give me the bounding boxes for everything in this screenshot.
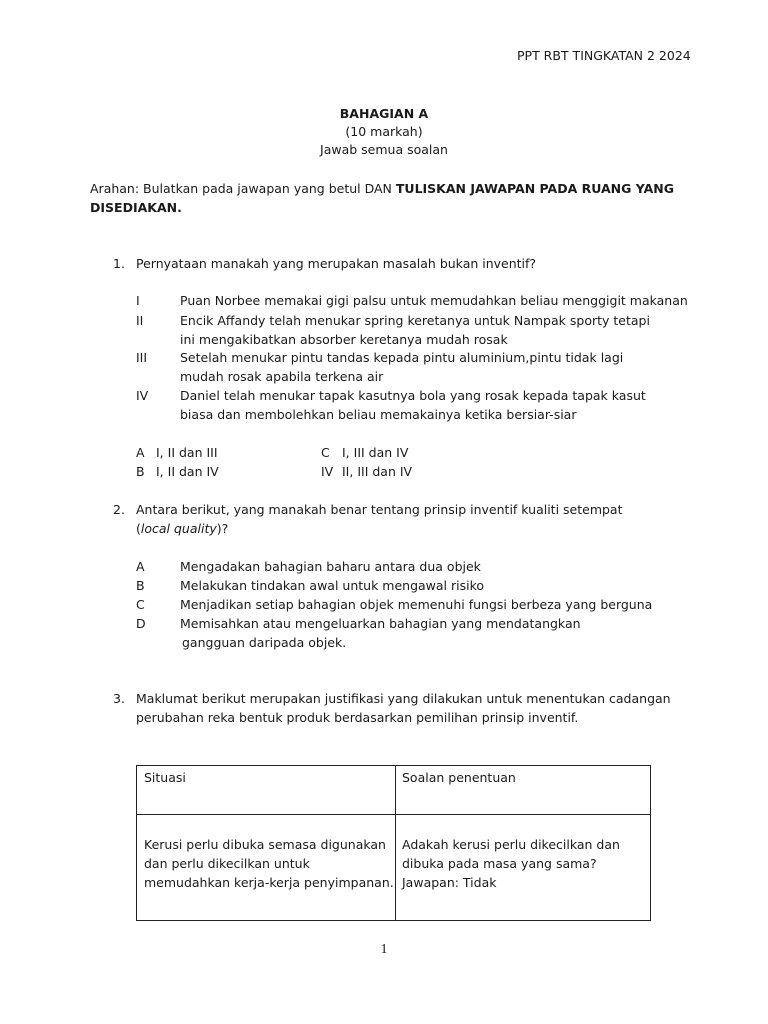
q2-text-line2 <box>136 521 228 537</box>
q1-statement-label: II <box>136 313 144 328</box>
table-header-situasi: Situasi <box>144 770 186 785</box>
section-marks: (10 markah) <box>345 124 423 139</box>
table-cell-soalan: Jawapan: Tidak <box>402 875 497 890</box>
q2-number: 2. <box>113 502 125 517</box>
q3-text-line2: perubahan reka bentuk produk berdasarkan pemilihan prinsip inventif. <box>136 710 579 725</box>
q2-paren-close: )? <box>216 521 229 536</box>
q2-option-label: C <box>136 597 145 612</box>
table-cell-soalan: Adakah kerusi perlu dikecilkan dan <box>402 837 620 852</box>
q2-paren-open: ( <box>136 521 141 536</box>
q2-option-label: B <box>136 578 145 593</box>
q1-option-label: C <box>321 445 330 460</box>
q2-option-label: A <box>136 559 145 574</box>
q1-text: Pernyataan manakah yang merupakan masalah bukan inventif? <box>136 256 537 271</box>
table-cell-situasi: Kerusi perlu dibuka semasa digunakan <box>144 837 386 852</box>
table-cell-situasi: memudahkan kerja-kerja penyimpanan. <box>144 875 394 890</box>
q3-number: 3. <box>113 691 125 706</box>
q1-statement-text: mudah rosak apabila terkena air <box>180 369 384 384</box>
q2-option-text: Menjadikan setiap bahagian objek memenuhi fungsi berbeza yang berguna <box>180 597 653 612</box>
q1-option-text: I, II dan III <box>156 445 218 460</box>
q2-option-text: gangguan daripada objek. <box>182 635 347 650</box>
q1-statement-text: Setelah menukar pintu tandas kepada pintu aluminium,pintu tidak lagi <box>180 350 624 365</box>
q3-table <box>136 765 651 921</box>
page-number: 1 <box>380 942 388 957</box>
directions-line2: DISEDIAKAN. <box>90 200 182 215</box>
directions-bold: TULISKAN JAWAPAN PADA RUANG YANG <box>395 181 675 196</box>
q2-italic-term: local quality <box>140 521 217 536</box>
table-row-divider <box>137 814 650 815</box>
table-header-soalan: Soalan penentuan <box>402 770 516 785</box>
q2-option-text: Mengadakan bahagian baharu antara dua objek <box>180 559 481 574</box>
q2-option-text: Memisahkan atau mengeluarkan bahagian yang mendatangkan <box>180 616 581 631</box>
q1-option-text: II, III dan IV <box>342 464 413 479</box>
table-cell-situasi: dan perlu dikecilkan untuk <box>144 856 310 871</box>
q1-number: 1. <box>113 256 125 271</box>
q2-option-label: D <box>136 616 146 631</box>
q1-statement-text: Daniel telah menukar tapak kasutnya bola yang rosak kepada tapak kasut <box>180 388 646 403</box>
q1-statement-label: I <box>136 293 140 308</box>
q2-text: Antara berikut, yang manakah benar tentang prinsip inventif kualiti setempat <box>136 502 623 517</box>
q1-statement-text: Puan Norbee memakai gigi palsu untuk memudahkan beliau menggigit makanan <box>180 293 688 308</box>
q3-text: Maklumat berikut merupakan justifikasi yang dilakukan untuk menentukan cadangan <box>136 691 671 706</box>
section-title: BAHAGIAN A <box>339 106 429 121</box>
q1-statement-text: Encik Affandy telah menukar spring keretanya untuk Nampak sporty tetapi <box>180 313 650 328</box>
section-instruction: Jawab semua soalan <box>320 142 448 157</box>
table-cell-soalan: dibuka pada masa yang sama? <box>402 856 597 871</box>
q1-option-label: IV <box>321 464 334 479</box>
q1-statement-text: biasa dan membolehkan beliau memakainya ketika bersiar-siar <box>180 407 577 422</box>
document-header: PPT RBT TINGKATAN 2 2024 <box>517 48 691 63</box>
q1-option-text: I, III dan IV <box>342 445 409 460</box>
q1-statement-text: ini mengakibatkan absorber keretanya mudah rosak <box>180 332 508 347</box>
q1-statement-label: IV <box>136 388 149 403</box>
q1-option-label: B <box>136 464 145 479</box>
directions-prefix: Arahan: Bulatkan pada jawapan yang betul DAN <box>90 181 396 196</box>
q2-option-text: Melakukan tindakan awal untuk mengawal risiko <box>180 578 485 593</box>
q1-option-label: A <box>136 445 145 460</box>
q1-option-text: I, II dan IV <box>156 464 219 479</box>
q1-statement-label: III <box>136 350 148 365</box>
table-column-divider <box>395 766 396 920</box>
directions-line1 <box>90 181 674 197</box>
